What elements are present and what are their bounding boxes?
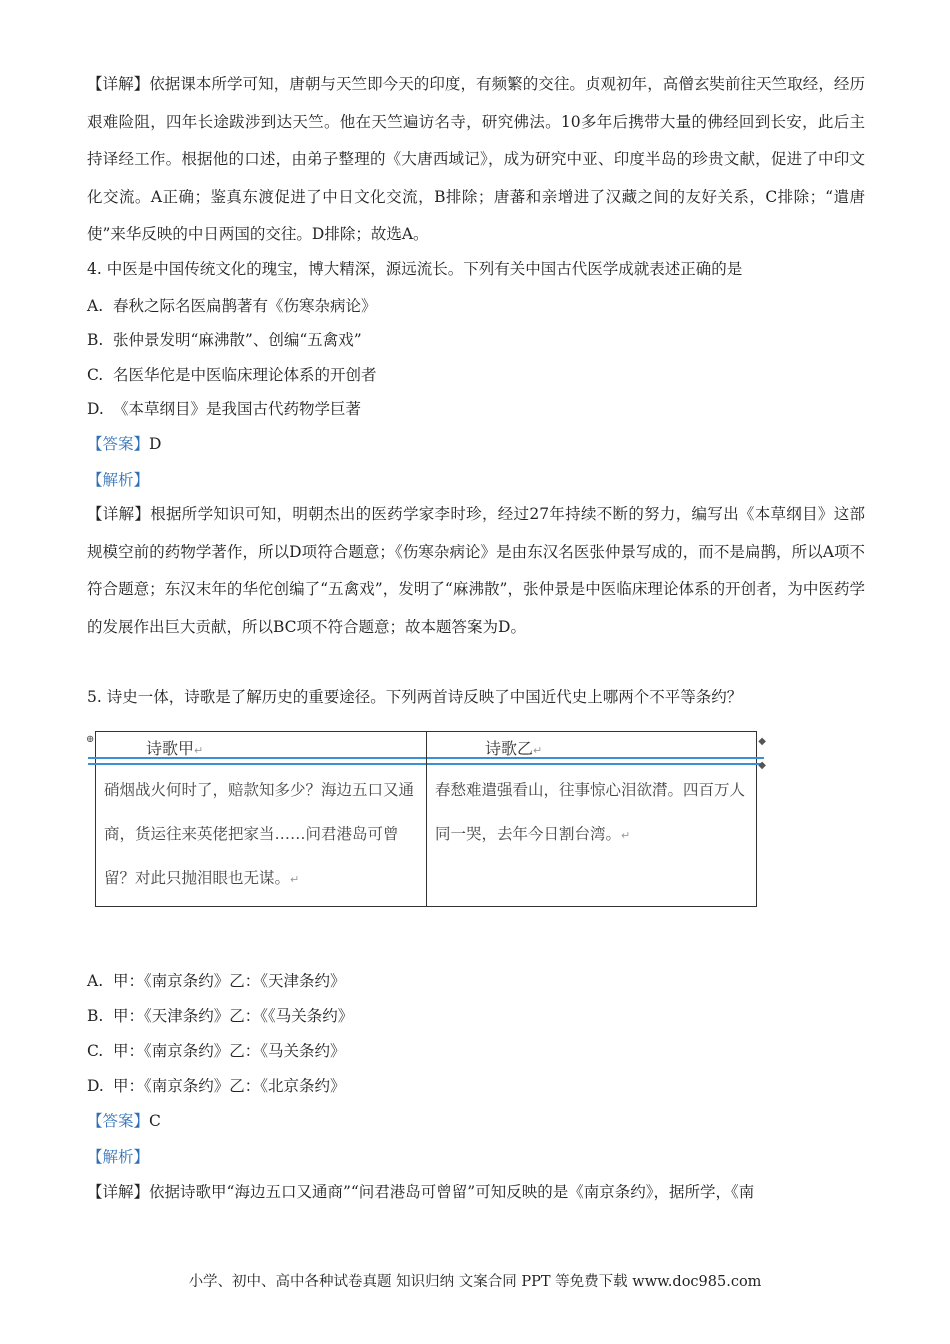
q5-option-d-letter: D.	[87, 1077, 104, 1095]
q5-option-a-letter: A.	[87, 972, 104, 990]
q5-answer-value: C	[149, 1112, 161, 1130]
row-end-mark-icon: ◆	[758, 760, 766, 771]
q5-option-b	[87, 1005, 353, 1027]
q4-option-c-text: 名医华佗是中医临床理论体系的开创者	[113, 366, 377, 384]
q5-option-b-letter: B.	[87, 1007, 104, 1025]
q5-answer-label: 【答案】	[87, 1112, 150, 1130]
row-end-mark-icon: ◆	[758, 736, 766, 747]
poem-jia-header: 诗歌甲↵	[146, 739, 204, 758]
q5-answer	[87, 1110, 161, 1132]
q5-option-d-text: 甲：《南京条约》乙：《北京条约》	[113, 1077, 346, 1095]
q4-answer	[87, 433, 161, 455]
q4-option-a	[87, 295, 377, 317]
poem-jia-text: 硝烟战火何时了，赔款知多少？海边五口又通商，货运往来英佬把家当……问君港岛可曾留？对此只抛泪眼也无谋。↵	[104, 781, 415, 887]
q4-option-c	[87, 364, 377, 386]
q5-option-a	[87, 970, 346, 992]
q4-option-b-text: 张仲景发明“麻沸散”、创编“五禽戏”	[113, 331, 362, 349]
q5-detail-label: 【详解】	[87, 1183, 150, 1201]
q5-option-d	[87, 1075, 346, 1097]
poem-jia-column	[96, 732, 427, 906]
q5-option-b-text: 甲：《天津条约》乙：《《马关条约》	[113, 1007, 354, 1025]
q4-option-c-letter: C.	[87, 366, 104, 384]
q5-option-a-text: 甲：《南京条约》乙：《天津条约》	[113, 972, 346, 990]
page-footer: 小学、初中、高中各种试卷真题 知识归纳 文案合同 PPT 等免费下载 www.doc985.com	[188, 1274, 762, 1290]
poem-yi-header: 诗歌乙↵	[485, 739, 543, 758]
q5-stem: 5. 诗史一体，诗歌是了解历史的重要途径。下列两首诗反映了中国近代史上哪两个不平等条约？	[87, 688, 743, 706]
q3-detail-paragraph	[87, 66, 865, 254]
q4-stem: 4. 中医是中国传统文化的瑰宝，博大精深，源远流长。下列有关中国古代医学成就表述正确的是	[87, 260, 743, 278]
poem-table	[86, 731, 766, 907]
q4-option-b	[87, 329, 362, 351]
q4-option-d-text: 《本草纲目》是我国古代药物学巨著	[113, 400, 362, 418]
table-move-handle-icon[interactable]: ⊕	[86, 734, 95, 745]
q4-analysis-label: 【解析】	[87, 471, 150, 489]
q4-option-d	[87, 398, 361, 420]
q4-option-a-letter: A.	[87, 297, 104, 315]
q4-answer-label: 【答案】	[87, 435, 150, 453]
q4-detail-text: 根据所学知识可知，明朝杰出的医药学家李时珍，经过27年持续不断的努力，编写出《本草纲目》这部规模空前的药物学著作，所以D项符合题意；《伤寒杂病论》是由东汉名医张仲景写成的，而不是扁鹊，所以A项不符合题意；东汉末年的华佗创编了“五禽戏”，发明了“麻沸散”，张仲景是中医临床理论体系的开创者，为中医药学的发展作出巨大贡献，所以BC项不符合题意；故本题答案为D。	[87, 505, 865, 636]
q4-answer-value: D	[149, 435, 162, 453]
q4-option-a-text: 春秋之际名医扁鹊著有《伤寒杂病论》	[113, 297, 377, 315]
q3-detail-label: 【详解】	[87, 75, 150, 93]
poem-yi-column	[427, 732, 757, 906]
q5-detail-text: 依据诗歌甲“海边五口又通商”“问君港岛可曾留”可知反映的是《南京条约》，据所学，《南	[149, 1183, 755, 1201]
q5-option-c-text: 甲：《南京条约》乙：《马关条约》	[113, 1042, 346, 1060]
q4-option-b-letter: B.	[87, 331, 104, 349]
q5-option-c-letter: C.	[87, 1042, 104, 1060]
poem-yi-text: 春愁难遣强看山，往事惊心泪欲潸。四百万人同一哭，去年今日割台湾。↵	[435, 781, 746, 843]
q5-analysis-label: 【解析】	[87, 1148, 150, 1166]
q5-detail-paragraph	[87, 1181, 754, 1203]
q4-detail-paragraph	[87, 496, 865, 646]
q5-option-c	[87, 1040, 346, 1062]
q3-detail-text: 依据课本所学可知，唐朝与天竺即今天的印度，有频繁的交往。贞观初年，高僧玄奘前往天竺取经，经历艰难险阻，四年长途跋涉到达天竺。他在天竺遍访名寺，研究佛法。10多年后携带大量的佛经回到长安，此后主持译经工作。根据他的口述，由弟子整理的《大唐西域记》，成为研究中亚、印度半岛的珍贵文献，促进了中印文化交流。A正确；鉴真东渡促进了中日文化交流，B排除；唐蕃和亲增进了汉藏之间的友好关系，C排除；“遣唐使”来华反映的中日两国的交往。D排除；故选A。	[87, 75, 865, 243]
q4-detail-label: 【详解】	[87, 505, 151, 523]
q4-option-d-letter: D.	[87, 400, 104, 418]
